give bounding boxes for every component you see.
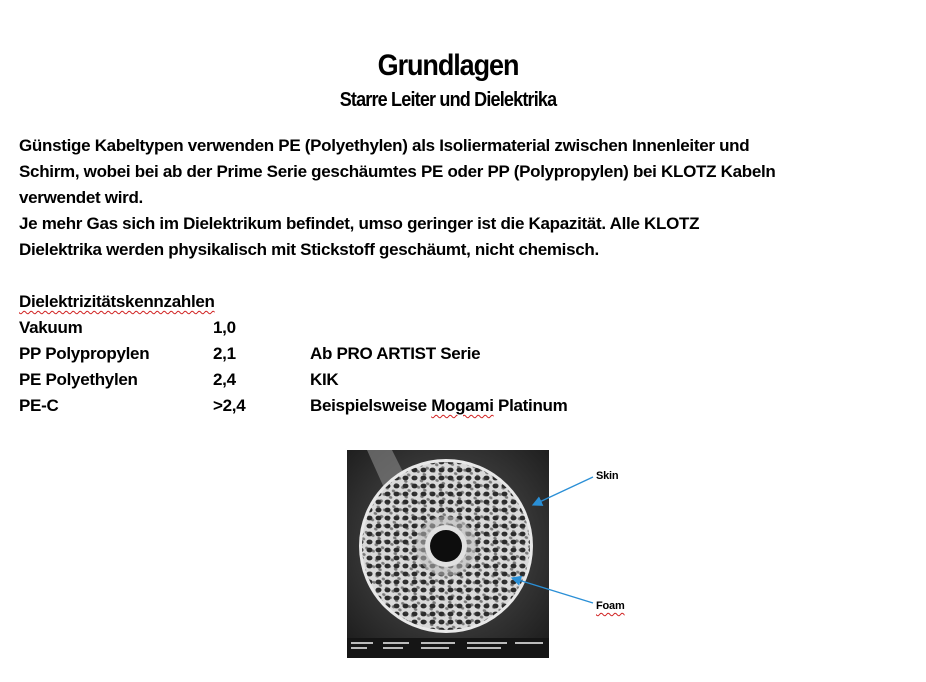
- page-title: Grundlagen: [377, 49, 519, 82]
- callout-label-skin: Skin: [596, 470, 619, 482]
- dielectric-note-suffix: Platinum: [493, 396, 568, 415]
- intro-paragraph-1-line-3: verwendet wird.: [19, 188, 143, 207]
- callout-label-foam: Foam: [596, 600, 625, 612]
- intro-paragraph-2-line-2: Dielektrika werden physikalisch mit Stickstoff geschäumt, nicht chemisch.: [19, 240, 599, 259]
- intro-paragraph-1-line-2: Schirm, wobei bei ab der Prime Serie geschäumtes PE oder PP (Polypropylen) bei KLOTZ Kabeln: [19, 162, 776, 181]
- dielectric-note: Ab PRO ARTIST Serie: [310, 344, 481, 363]
- dielectric-note: KIK: [310, 370, 339, 389]
- dielectric-material: Vakuum: [19, 318, 83, 337]
- intro-paragraph-1-line-1: Günstige Kabeltypen verwenden PE (Polyethylen) als Isoliermaterial zwischen Innenleiter und: [19, 136, 750, 155]
- dielectric-value: 1,0: [213, 318, 236, 337]
- page-subtitle: Starre Leiter und Dielektrika: [339, 89, 557, 111]
- intro-paragraph-1: [19, 133, 909, 211]
- dielectric-material: PE-C: [19, 396, 59, 415]
- dielectric-note-prefix: Beispielsweise: [310, 396, 432, 415]
- dielectric-row-vakuum: [19, 315, 719, 341]
- foam-cross-section-image: [347, 450, 549, 658]
- dielectric-row-pe-c: [19, 393, 719, 419]
- dielectric-note: [310, 393, 567, 419]
- intro-paragraph-2: [19, 211, 909, 263]
- intro-paragraph-2-line-1: Je mehr Gas sich im Dielektrikum befindet, umso geringer ist die Kapazität. Alle KLOTZ: [19, 214, 700, 233]
- dielectric-row-pe: [19, 367, 719, 393]
- dielectric-value: 2,1: [213, 344, 236, 363]
- dielectric-table-heading: Dielektrizitätskennzahlen: [19, 292, 215, 311]
- dielectric-value: >2,4: [213, 396, 246, 415]
- dielectric-note-brand: Mogami: [431, 396, 494, 415]
- dielectric-row-pp: [19, 341, 719, 367]
- dielectric-value: 2,4: [213, 370, 236, 389]
- dielectric-material: PP Polypropylen: [19, 344, 150, 363]
- dielectric-material: PE Polyethylen: [19, 370, 138, 389]
